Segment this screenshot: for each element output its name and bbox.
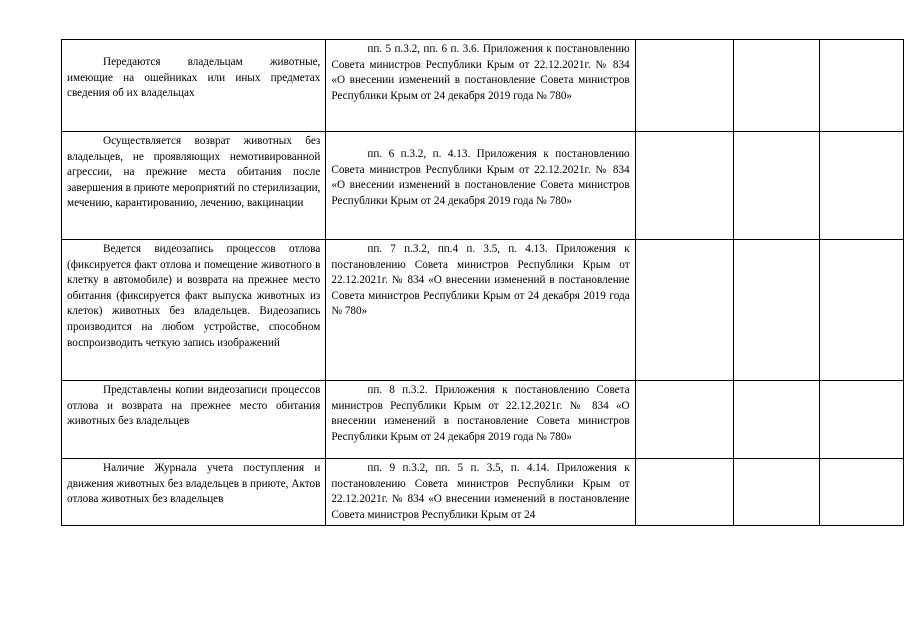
requirement-cell bbox=[62, 381, 326, 459]
requirement-text: Осуществляется возврат животных без владельцев, не проявляющих немотивированной агрессии, на прежние места обитания после завершения в приюте мероприятий по стерилизации, мечению, карантированию, лечению, вакцинации bbox=[67, 135, 321, 210]
table-row bbox=[62, 240, 904, 381]
basis-text: пп. 6 п.3.2, п. 4.13. Приложения к постановлению Совета министров Республики Крым от 22.12.2021г. № 834 «О внесении изменений в постановление Совета министров Республики Крым от 24 декабря 2019 года № 780» bbox=[331, 148, 630, 207]
empty-cell bbox=[734, 40, 820, 132]
empty-cell bbox=[635, 381, 734, 459]
basis-cell bbox=[326, 381, 635, 459]
empty-cell bbox=[820, 381, 904, 459]
empty-cell bbox=[734, 240, 820, 381]
requirement-cell bbox=[62, 240, 326, 381]
requirement-text: Наличие Журнала учета поступления и движения животных без владельцев в приюте, Актов отлова животных без владельцев bbox=[67, 462, 321, 506]
requirement-text: Передаются владельцам животные, имеющие на ошейниках или иных предметах сведения об их владельцах bbox=[67, 56, 321, 100]
requirement-text: Представлены копии видеозаписи процессов отлова и возврата на прежнее место обитания животных без владельцев bbox=[67, 384, 321, 428]
requirement-text: Ведется видеозапись процессов отлова (фиксируется факт отлова и помещение животного в клетку в автомобиле) и возврата на прежнее место обитания (фиксируется факт выпуска животных из клеток) животных без владельцев. Видеозапись производится на любом устройстве, способном воспроизводить четкую запись изображений bbox=[67, 243, 321, 349]
checklist-table bbox=[61, 39, 904, 526]
empty-cell bbox=[734, 381, 820, 459]
empty-cell bbox=[820, 132, 904, 240]
empty-cell bbox=[635, 459, 734, 526]
table-row bbox=[62, 459, 904, 526]
requirement-cell bbox=[62, 132, 326, 240]
requirement-cell bbox=[62, 40, 326, 132]
basis-cell bbox=[326, 132, 635, 240]
basis-text: пп. 5 п.3.2, пп. 6 п. 3.6. Приложения к постановлению Совета министров Республики Крым от 22.12.2021г. № 834 «О внесении изменений в постановление Совета министров Республики Крым от 24 декабря 2019 года № 780» bbox=[331, 43, 630, 102]
basis-cell bbox=[326, 240, 635, 381]
table-row bbox=[62, 132, 904, 240]
requirement-cell bbox=[62, 459, 326, 526]
empty-cell bbox=[635, 240, 734, 381]
table-row bbox=[62, 40, 904, 132]
table-row bbox=[62, 381, 904, 459]
empty-cell bbox=[820, 40, 904, 132]
basis-text: пп. 8 п.3.2. Приложения к постановлению Совета министров Республики Крым от 22.12.2021г. № 834 «О внесении изменений в постановление Совета министров Республики Крым от 24 декабря 2019 года № 780» bbox=[331, 384, 630, 443]
basis-cell bbox=[326, 40, 635, 132]
empty-cell bbox=[820, 240, 904, 381]
empty-cell bbox=[734, 459, 820, 526]
basis-text: пп. 7 п.3.2, пп.4 п. 3.5, п. 4.13. Приложения к постановлению Совета министров Республики Крым от 22.12.2021г. № 834 «О внесении изменений в постановление Совета министров Республики Крым от 24 декабря 2019 года № 780» bbox=[331, 243, 630, 318]
empty-cell bbox=[635, 132, 734, 240]
empty-cell bbox=[635, 40, 734, 132]
empty-cell bbox=[734, 132, 820, 240]
basis-cell bbox=[326, 459, 635, 526]
empty-cell bbox=[820, 459, 904, 526]
basis-text: пп. 9 п.3.2, пп. 5 п. 3.5, п. 4.14. Приложения к постановлению Совета министров Республики Крым от 22.12.2021г. № 834 «О внесении изменений в постановление Совета министров Республики Крым от 24 bbox=[331, 462, 630, 521]
